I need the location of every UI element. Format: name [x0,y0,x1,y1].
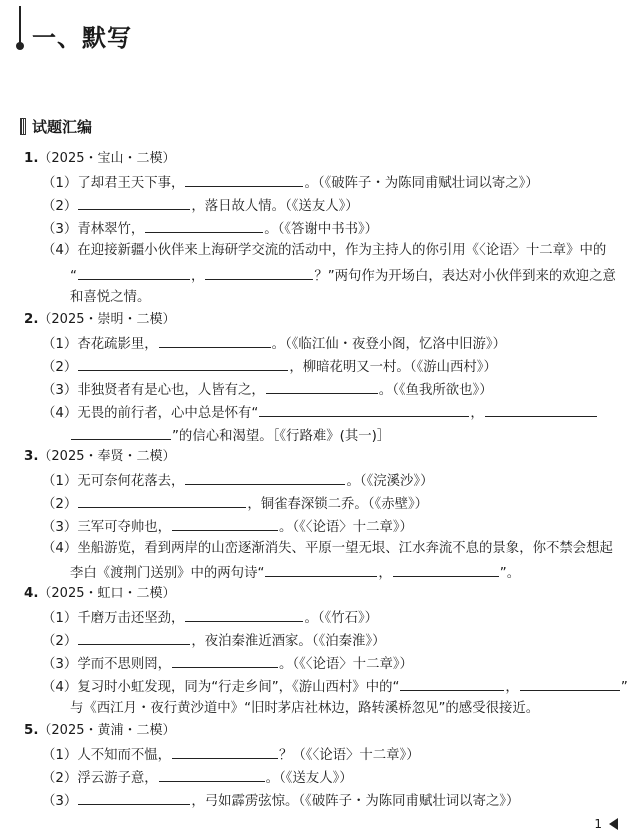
q1-item-3 [42,219,378,239]
section-marker-icon [20,118,26,135]
item-text: 在迎接新疆小伙伴来上海研学交流的活动中，作为主持人的你引用《〈论语〉十二章》中的 [77,243,607,258]
item-text: ，夜泊秦淮近酒家。（《泊秦淮》） [191,634,386,649]
q4-item-4-line-2: 与《西江月・夜行黄沙道中》“旧时茅店社林边，路转溪桥忽见”的感受很接近。 [70,701,540,716]
answer-blank[interactable] [78,791,190,805]
chapter-title: 一、默写 [32,24,132,52]
answer-blank[interactable] [393,563,499,577]
item-text: 。（《浣溪沙》） [346,474,434,489]
page-arrow-icon [609,818,618,830]
q2-item-3 [42,380,493,400]
item-text: 了却君王天下事， [77,176,185,191]
answer-blank[interactable] [159,334,271,348]
question-source: （2025・黄浦・二模） [38,723,176,738]
q3-item-4-line-2 [70,563,520,583]
item-label: （3） [42,657,78,672]
answer-blank[interactable] [71,426,171,440]
q2-item-2 [42,357,497,377]
answer-blank[interactable] [485,403,597,417]
answer-blank[interactable] [185,173,303,187]
item-label: （4） [42,680,78,695]
q3-item-2 [42,494,428,514]
item-text: ，落日故人情。（《送友人》） [191,199,359,214]
section-title: 试题汇编 [32,118,93,136]
item-label: （1） [42,337,78,352]
item-label: （2） [42,771,78,786]
item-text: ， [378,566,392,581]
q2-item-4 [42,403,598,423]
question-number: 1. [24,151,39,166]
answer-blank[interactable] [172,745,278,759]
answer-blank[interactable] [259,403,469,417]
q4-item-3 [42,654,413,674]
item-text: ”。 [499,566,521,581]
item-label: （4） [42,541,78,556]
item-label: （3） [42,222,78,237]
question-4-header [24,585,176,603]
item-text: 无可奈何花落去， [77,474,185,489]
item-text: 学而不思则罔， [77,657,172,672]
answer-blank[interactable] [78,357,288,371]
q3-item-1 [42,471,433,491]
q3-item-4 [42,540,613,558]
q4-item-2 [42,631,385,651]
item-text: 。（《送友人》） [265,771,353,786]
item-text: 坐船游览，看到两岸的山峦逐渐消失、平原一望无垠、江水奔流不息的景象，你不禁会想起 [77,541,613,556]
item-text: ？（《〈论语〉十二章》） [279,748,420,763]
item-text: ， [190,269,205,284]
item-text: 非独贤者有是心也，人皆有之， [77,383,265,398]
item-text: ， [470,406,484,421]
q1-item-4-line-3: 和喜悦之情。 [70,290,151,305]
item-text: 三军可夺帅也， [77,520,172,535]
item-text: 浮云游子意， [77,771,158,786]
question-source: （2025・奉贤・二模） [38,449,176,464]
chapter-rule [19,6,21,44]
q4-item-1 [42,608,378,628]
question-number: 4. [24,586,39,601]
q5-item-2 [42,768,353,788]
page-number: 1 [594,817,602,831]
q3-item-3 [42,517,413,537]
item-text: ，弓如霹雳弦惊。（《破阵子・为陈同甫赋壮词以寄之》） [191,794,520,809]
question-number: 2. [24,312,39,327]
question-1-header [24,150,176,168]
q5-item-3 [42,791,519,811]
answer-blank[interactable] [78,631,190,645]
answer-blank[interactable] [159,768,265,782]
answer-blank[interactable] [400,677,504,691]
question-number: 5. [24,723,39,738]
answer-blank[interactable] [78,196,190,210]
item-text: 。（《答谢中书书》） [264,222,379,237]
item-text: 无畏的前行者，心中总是怀有“ [77,406,259,421]
item-label: （2） [42,634,78,649]
answer-blank[interactable] [185,471,345,485]
q1-item-2 [42,196,359,216]
item-text: ”的信心和渴望。［《行路难》(其一)］ [172,429,391,444]
question-source: （2025・虹口・二模） [38,586,176,601]
item-text: 复习时小虹发现，同为“行走乡间”，《游山西村》中的“ [77,680,400,695]
item-text: ？”两句作为开场白，表达对小伙伴到来的欢迎之意 [314,269,616,284]
item-label: （1） [42,748,78,763]
item-label: （3） [42,794,78,809]
answer-blank[interactable] [185,608,303,622]
item-label: （3） [42,520,78,535]
item-label: （2） [42,199,78,214]
question-5-header [24,722,176,740]
item-text: ，柳暗花明又一村。（《游山西村》） [289,360,497,375]
item-text: ，铜雀春深锁二乔。（《赤壁》） [247,497,429,512]
item-text: 杏花疏影里， [77,337,158,352]
q1-item-1 [42,173,539,193]
q1-item-4-line-2 [70,266,616,286]
question-source: （2025・崇明・二模） [38,312,176,327]
item-label: （1） [42,176,78,191]
item-label: （1） [42,474,78,489]
item-label: （4） [42,406,78,421]
item-label: （4） [42,243,78,258]
item-label: （2） [42,360,78,375]
item-label: （2） [42,497,78,512]
q2-item-1 [42,334,506,354]
answer-blank[interactable] [172,517,278,531]
item-text: 。（《〈论语〉十二章》） [279,657,413,672]
answer-blank[interactable] [172,654,278,668]
question-number: 3. [24,449,39,464]
answer-blank[interactable] [520,677,620,691]
answer-blank[interactable] [265,563,377,577]
q5-item-1 [42,745,420,765]
answer-blank[interactable] [205,266,313,280]
item-label: （1） [42,611,78,626]
item-text: 人不知而不愠， [77,748,172,763]
answer-blank[interactable] [78,494,246,508]
question-3-header [24,448,176,466]
item-text: 。（《临江仙・夜登小阁，忆洛中旧游》） [271,337,506,352]
question-source: （2025・宝山・二模） [38,151,176,166]
item-text: 李白《渡荆门送别》中的两句诗“ [70,566,265,581]
item-text: ” [620,680,628,695]
q1-item-4 [42,242,606,260]
answer-blank[interactable] [78,266,190,280]
item-text: 。（《〈论语〉十二章》） [279,520,413,535]
chapter-bullet [16,42,24,50]
item-text: ， [505,680,519,695]
item-text: 。（《竹石》） [304,611,379,626]
answer-blank[interactable] [145,219,263,233]
item-text: 。（《鱼我所欲也》） [378,383,493,398]
item-text: 青林翠竹， [77,222,145,237]
answer-blank[interactable] [266,380,378,394]
item-text: “ [70,269,77,284]
item-label: （3） [42,383,78,398]
question-2-header [24,311,176,329]
item-text: 。（《破阵子・为陈同甫赋壮词以寄之》） [304,176,539,191]
q2-item-4-line-2 [70,426,390,446]
q4-item-4 [42,677,628,697]
item-text: 千磨万击还坚劲， [77,611,185,626]
